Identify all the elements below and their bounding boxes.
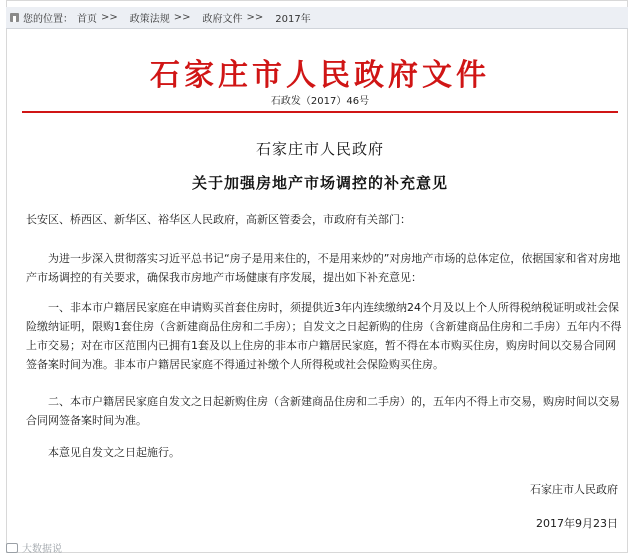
signature-date: 2017年9月23日	[536, 517, 618, 530]
breadcrumb-year-link[interactable]: 2017年	[275, 14, 311, 25]
breadcrumb-gov-docs-link[interactable]: 政府文件	[202, 14, 243, 25]
document-header-title: 石家庄市人民政府文件	[150, 58, 490, 93]
paragraph-intro: 为进一步深入贯彻落实习近平总书记“房子是用来住的，不是用来炒的”对房地产市场的总体定位，依据国家和省对房地产市场调控的有关要求，确保我市房地产市场健康有序发展，提出如下补充意见：	[26, 252, 621, 284]
camera-icon	[6, 543, 18, 553]
location-icon	[10, 13, 19, 22]
document-title: 关于加强房地产市场调控的补充意见	[191, 174, 448, 192]
watermark-text: 大数据说	[22, 544, 62, 555]
red-divider	[22, 111, 618, 113]
breadcrumb	[6, 7, 628, 29]
breadcrumb-separator: >>	[173, 12, 191, 23]
document-number: 石政发（2017）46号	[270, 96, 370, 107]
paragraph-effective: 本意见自发文之日起施行。	[48, 446, 180, 459]
watermark	[6, 540, 62, 555]
breadcrumb-policy-link[interactable]: 政策法规	[129, 14, 170, 25]
breadcrumb-label: 您的位置：	[23, 14, 73, 25]
paragraph-rule-1: 一、非本市户籍居民家庭在申请购买首套住房时，须提供近3年内连续缴纳24个月及以上个人所得税纳税证明或社会保险缴纳证明，限购1套住房（含新建商品住房和二手房）；自发文之日起新购的住房（含新建商品住房和二手房）五年内不得上市交易；对在市区范围内已拥有1套及以上住房的非本市户籍居民家庭，暂不得在本市购买住房，购房时间以交易合同网签备案时间为准。非本市户籍居民家庭不得通过补缴个人所得税或社会保险购买住房。	[26, 301, 622, 371]
paragraph-rule-2: 二、本市户籍居民家庭自发文之日起新购住房（含新建商品住房和二手房）的，五年内不得上市交易，购房时间以交易合同网签备案时间为准。	[26, 395, 620, 427]
addressee: 长安区、桥西区、新华区、裕华区人民政府，高新区管委会，市政府有关部门：	[26, 213, 411, 226]
signature-issuer: 石家庄市人民政府	[530, 483, 618, 496]
breadcrumb-separator: >>	[246, 12, 264, 23]
issuer-name: 石家庄市人民政府	[255, 140, 384, 158]
breadcrumb-separator: >>	[101, 12, 118, 23]
breadcrumb-home-link[interactable]: 首页	[77, 14, 97, 25]
